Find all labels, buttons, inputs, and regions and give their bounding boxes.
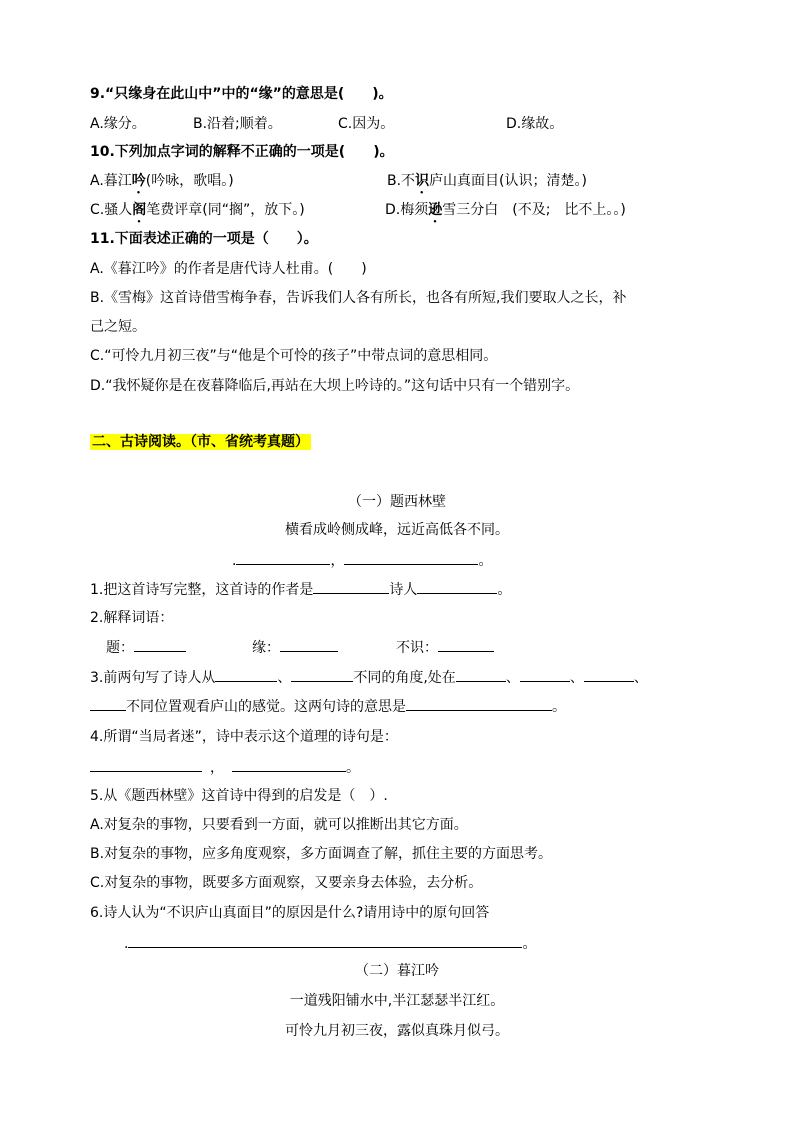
p1q5-option-b: B.对复杂的事物，应多角度观察，多方面调查了解，抓住主要的方面思考。 bbox=[90, 846, 553, 862]
p1q3-blank-5[interactable] bbox=[584, 667, 634, 682]
p1q6-blank[interactable] bbox=[128, 933, 522, 948]
p1q5-stem: 5.从《题西林壁》这首诗中得到的启发是（ ）. bbox=[90, 788, 388, 804]
p1q4-stem: 4.所谓“当局者迷”，诗中表示这个道理的诗句是： bbox=[90, 729, 398, 745]
q10-option-a: A.暮江吟(吟咏，歌唱。) bbox=[90, 173, 234, 189]
poem1-title: （一）题西林壁 bbox=[348, 494, 446, 510]
p1q5-option-c: C.对复杂的事物，既要多方面观察，又要亲身去体验，去分析。 bbox=[90, 875, 483, 891]
q11-stem: 11.下面表述正确的一项是（ ）。 bbox=[90, 231, 318, 247]
q11-option-b-line1: B.《雪梅》这首诗借雪梅争春，告诉我们人各有所长，也各有所短,我们要取人之长，补 bbox=[90, 290, 627, 306]
p1q1-blank-author[interactable] bbox=[417, 579, 497, 594]
p1q1: 1.把这首诗写完整，这首诗的作者是 诗人 。 bbox=[90, 579, 511, 600]
q9-option-d: D.缘故。 bbox=[506, 116, 564, 132]
p1q4-answer: ， 。 bbox=[90, 757, 360, 778]
q11-option-b-line2: 己之短。 bbox=[90, 319, 146, 335]
p1q2-stem: 2.解释词语： bbox=[90, 610, 174, 626]
p1q3-blank-3[interactable] bbox=[456, 667, 506, 682]
poem2-title: （二）暮江吟 bbox=[355, 963, 439, 979]
p1q4-blank-2[interactable] bbox=[232, 757, 346, 772]
p1q3-blank-1[interactable] bbox=[215, 667, 277, 682]
p1q3-blank-7[interactable] bbox=[406, 696, 552, 711]
poem1-blank-2[interactable] bbox=[344, 550, 478, 565]
q9-option-b: B.沿着;顺着。 bbox=[193, 116, 282, 132]
p1q2-blank-3[interactable] bbox=[438, 637, 494, 652]
q9-option-c: C.因为。 bbox=[338, 116, 395, 132]
section2-title: 二、古诗阅读。（市、省统考真题） bbox=[92, 434, 309, 450]
p1q3-blank-6[interactable] bbox=[90, 696, 126, 711]
p1q4-blank-1[interactable] bbox=[90, 757, 202, 772]
p1q2-term-3: 不识： bbox=[396, 637, 494, 658]
q11-option-d: D.“我怀疑你是在夜暮降临后,再站在大坝上吟诗的。”这句话中只有一个错别字。 bbox=[90, 378, 580, 394]
p1q3-blank-2[interactable] bbox=[291, 667, 353, 682]
p1q6-answer: . 。 bbox=[124, 933, 536, 954]
poem1-line1: 横看成岭侧成峰，远近高低各不同。 bbox=[285, 522, 509, 538]
p1q3-line2: 不同位置观看庐山的感觉。这两句诗的意思是 。 bbox=[90, 696, 566, 717]
q10-option-d: D.梅须逊雪三分白 (不及; 比不上。。) bbox=[385, 202, 626, 218]
poem1-fill-line: . ， 。 bbox=[232, 550, 492, 571]
p1q2-blank-2[interactable] bbox=[280, 637, 338, 652]
p1q3-line1: 3.前两句写了诗人从 、 不同的角度,处在 、 、 、 bbox=[90, 667, 648, 688]
q11-option-c: C.“可怜九月初三夜”与“他是个可怜的孩子”中带点词的意思相同。 bbox=[90, 348, 498, 364]
p1q2-blank-1[interactable] bbox=[134, 637, 186, 652]
p1q2-term-1: 题： bbox=[106, 637, 186, 658]
p1q5-option-a: A.对复杂的事物，只要看到一方面，就可以推断出其它方面。 bbox=[90, 817, 468, 833]
poem2-line1: 一道残阳铺水中,半江瑟瑟半江红。 bbox=[289, 993, 505, 1009]
poem2-line2: 可怜九月初三夜，露似真珠月似弓。 bbox=[285, 1023, 509, 1039]
p1q1-blank-dynasty[interactable] bbox=[313, 579, 389, 594]
q9-option-a: A.缘分。 bbox=[90, 116, 146, 132]
p1q6-stem: 6.诗人认为“不识庐山真面目”的原因是什么?请用诗中的原句回答 bbox=[90, 905, 490, 921]
q10-option-c: C.骚人阁笔费评章(同“搁”，放下。) bbox=[90, 202, 305, 218]
q11-option-a: A.《暮江吟》的作者是唐代诗人杜甫。( ) bbox=[90, 261, 367, 277]
q10-stem: 10.下列加点字词的解释不正确的一项是( )。 bbox=[90, 144, 394, 160]
p1q2-term-2: 缘： bbox=[252, 637, 338, 658]
q9-stem: 9.“只缘身在此山中”中的“缘”的意思是( )。 bbox=[90, 86, 393, 102]
p1q3-blank-4[interactable] bbox=[520, 667, 570, 682]
q10-option-b: B.不识庐山真面目(认识；清楚。) bbox=[387, 173, 587, 189]
poem1-blank-1[interactable] bbox=[236, 550, 330, 565]
